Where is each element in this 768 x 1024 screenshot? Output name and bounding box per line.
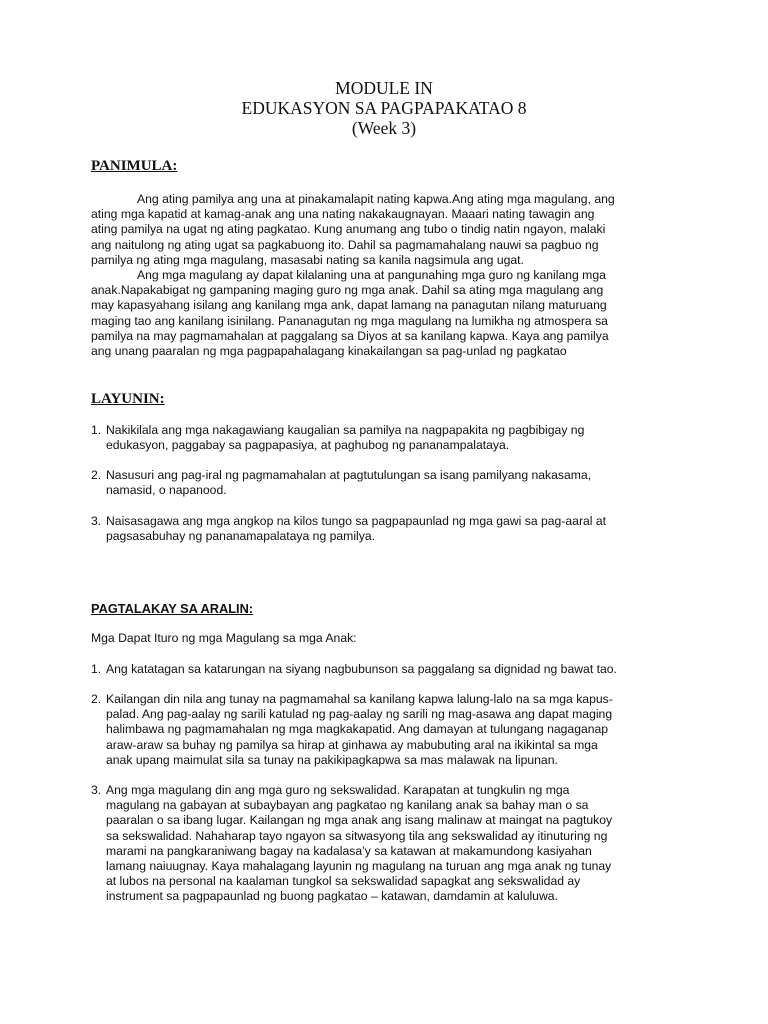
list-line: halimbawa ng pagmamahalan ng mga magkakapatid. Ang damayan at tulungang nagaganap	[106, 722, 609, 737]
list-line: instrument sa pagpapaunlad ng buong pagkatao – katawan, damdamin at kaluluwa.	[106, 889, 558, 904]
list-line: at lubos na personal na kaalaman tungkol sa sekswalidad sapagkat ang sekswalidad ay	[106, 874, 581, 889]
list-number: 1.	[91, 662, 102, 676]
layunin-item	[91, 423, 691, 453]
pagtalakay-item	[91, 783, 691, 905]
list-line: Nasusuri ang pag-iral ng pagmamahalan at pagtutulungan sa isang pamilyang nakasama,	[106, 468, 592, 482]
panimula-line: pamilya ng ating mga magulang, masasabi nating sa kanila nagsimula ang ugat.	[91, 252, 524, 267]
list-line: magulang na gabayan at subaybayan ang pagkatao ng kanilang anak sa bahay man o sa	[106, 798, 589, 813]
list-line: anak upang maimulat sila sa tunay na pakikipagkapwa sa mas malawak na lipunan.	[106, 752, 558, 767]
list-line: araw-araw sa buhay ng pamilya sa hirap at ginhawa ay mabubuting aral na ikikintal sa mga	[106, 737, 598, 752]
pagtalakay-item	[91, 662, 691, 677]
title-line-1: MODULE IN	[335, 78, 433, 98]
panimula-line: ang naitulong ng ating ugat sa pagkabuong ito. Dahil sa pagmamahalang nauwi sa pagbuo ng	[91, 237, 599, 252]
panimula-line: ang unang paaralan ng mga pagpapahalagang kinakailangan sa pag-unlad ng pagkatao	[91, 344, 567, 359]
list-line: namasid, o napanood.	[106, 483, 227, 498]
list-line: Ang mga magulang din ang mga guro ng sekswalidad. Karapatan at tungkulin ng mga	[106, 783, 570, 797]
list-line: pagsasabuhay ng pananamapalataya ng pamilya.	[106, 529, 375, 544]
intro-line: Mga Dapat Ituro ng mga Magulang sa mga Anak:	[91, 631, 357, 645]
title-line-3: (Week 3)	[351, 118, 417, 138]
panimula-line: Ang mga magulang ay dapat kilalaning una at pangunahing mga guro ng kanilang mga	[137, 268, 606, 283]
list-number: 3.	[91, 783, 102, 797]
panimula-line: may kapasyahang isilang ang kanilang mga ank, dapat lamang na panagutan nilang maturuang	[91, 298, 607, 313]
pagtalakay-intro	[91, 631, 691, 646]
pagtalakay-item	[91, 692, 691, 768]
pagtalakay-heading: PAGTALAKAY SA ARALIN:	[91, 601, 254, 616]
panimula-line: pamilya na may pagmamahalan at paggalang sa Diyos at sa kanilang kapwa. Kaya ang pamilya	[91, 328, 609, 343]
panimula-heading: PANIMULA:	[91, 158, 178, 174]
layunin-item	[91, 468, 691, 498]
panimula-line: Ang ating pamilya ang una at pinakamalapit nating kapwa.Ang ating mga magulang, ang	[137, 192, 615, 206]
module-title	[0, 78, 768, 138]
list-line: Ang katatagan sa katarungan na siyang nagbubunson sa paggalang sa dignidad ng bawat tao.	[106, 662, 617, 676]
list-line: Nakikilala ang mga nakagawiang kaugalian sa pamilya na nagpapakita ng pagbibigay ng	[106, 423, 585, 437]
list-line: lamang naiuugnay. Kaya mahalagang layunin ng magulang na turuan ang mga anak ng tunay	[106, 859, 612, 874]
panimula-line: anak.Napakabigat ng gampaning maging guro ng mga anak. Dahil sa ating mga magulang ang	[91, 283, 604, 298]
list-number: 3.	[91, 514, 102, 528]
panimula-body	[91, 192, 691, 359]
list-line: Naisasagawa ang mga angkop na kilos tungo sa pagpapaunlad ng mga gawi sa pag-aaral at	[106, 514, 607, 528]
list-line: paaralan o sa ibang lugar. Kailangan ng mga anak ang isang malinaw at maingat na pagtukoy	[106, 813, 613, 828]
panimula-line: ating mga kapatid at kamag-anak ang una nating nakakaugnayan. Maaari nating tawagin ang	[91, 207, 595, 222]
list-line: Kailangan din nila ang tunay na pagmamahal sa kanilang kapwa lalung-lalo na sa mga kapus-	[106, 692, 613, 706]
panimula-line: maging tao ang kanilang isinilang. Pananagutan ng mga magulang na lumikha ng atmospera sa	[91, 313, 608, 328]
list-number: 2.	[91, 468, 102, 482]
list-number: 2.	[91, 692, 102, 706]
layunin-heading: LAYUNIN:	[91, 391, 165, 407]
list-number: 1.	[91, 423, 102, 437]
list-line: marami na pangkaraniwang bagay na kadalasa’y sa katawan at makamundong kasiyahan	[106, 843, 592, 858]
layunin-item	[91, 514, 691, 544]
panimula-line: ating pamilya na ugat ng ating pagkatao. Kung anumang ang tubo o tindig natin ngayon, malaki	[91, 222, 606, 237]
title-line-2: EDUKASYON SA PAGPAPAKATAO 8	[241, 98, 527, 118]
list-line: sa sekswalidad. Nahaharap tayo ngayon sa sitwasyong tila ang sekswalidad ay itinuturing ng	[106, 828, 608, 843]
list-line: edukasyon, paggabay sa pagpapasiya, at paghubog ng pananampalataya.	[106, 438, 510, 453]
list-line: palad. Ang pag-aalay ng sarili katulad ng pag-aalay ng sarili ng mag-asawa ang dapat maging	[106, 707, 613, 722]
